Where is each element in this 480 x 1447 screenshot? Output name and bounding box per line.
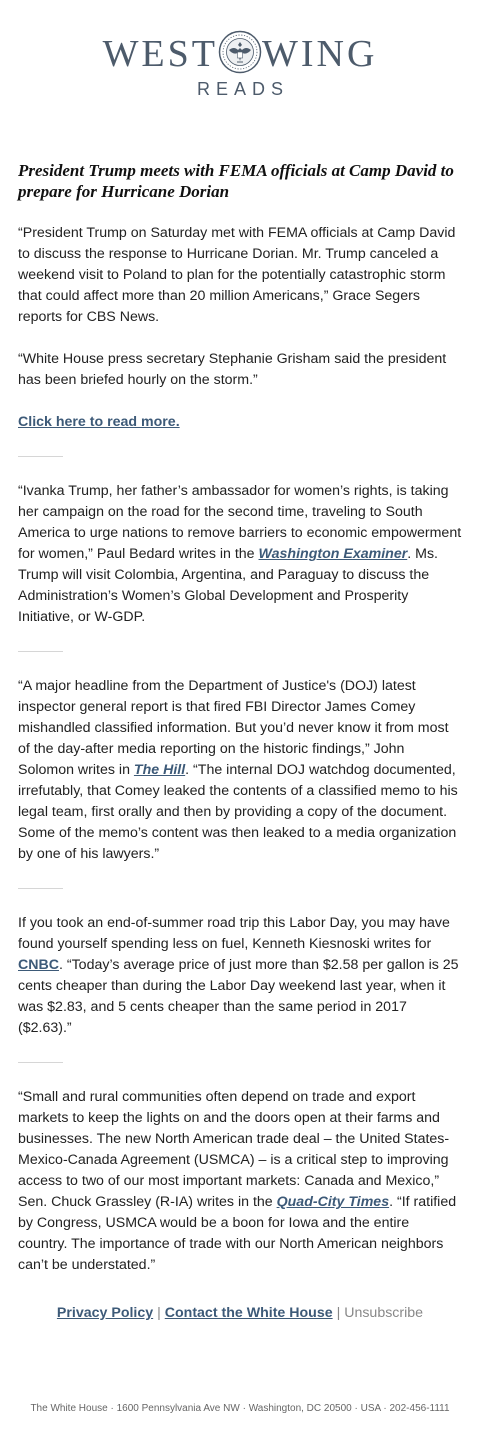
contact-white-house-link[interactable]: Contact the White House <box>164 1305 333 1321</box>
story-paragraph <box>18 1087 462 1276</box>
story-headline: President Trump meets with FEMA officials at Camp David to prepare for Hurricane Dorian <box>18 161 454 201</box>
story-paragraph <box>18 913 462 1039</box>
story-text: . “The internal DOJ watchdog documented, irrefutably, that Comey leaked the contents of a classified memo to his legal team, first orally and then by providing a copy of the document. Some of the memo’s content was then leaked to a media organization by one of his lawyers.” <box>18 762 458 862</box>
story-fema <box>18 160 462 433</box>
washington-examiner-link[interactable]: Washington Examiner <box>258 546 408 562</box>
story-paragraph <box>18 481 462 628</box>
story-text: “Ivanka Trump, her father’s ambassador for women’s rights, is taking her campaign on the road for the second time, traveling to South America to urge nations to remove barriers to economic empowerment for women,” Paul Bedard writes in the <box>18 483 462 562</box>
presidential-seal-icon <box>218 30 262 74</box>
footer-separator: | <box>332 1305 345 1321</box>
privacy-policy-link[interactable]: Privacy Policy <box>56 1305 154 1321</box>
story-paragraph: “White House press secretary Stephanie Grisham said the president has been briefed hourly on the storm.” <box>18 351 447 388</box>
masthead-word-west: WEST <box>102 33 218 75</box>
story-ivanka <box>18 481 462 628</box>
story-text: “Small and rural communities often depend on trade and export markets to keep the lights on and the doors open at their farms and businesses. The new North American trade deal – the United States-Mexico-Canada Agreement (USMCA) – is a critical step to improving access to two of our most important markets: Canada and Mexico,” Sen. Chuck Grassley (R-IA) writes in the <box>18 1089 450 1210</box>
story-paragraph <box>18 676 462 865</box>
newsletter-content <box>18 160 462 1276</box>
masthead-subtitle: READS <box>196 79 289 99</box>
story-text: If you took an end-of-summer road trip this Labor Day, you may have found yourself spending less on fuel, Kenneth Kiesnoski writes for <box>18 915 450 952</box>
story-fuel <box>18 913 462 1039</box>
unsubscribe-link[interactable]: Unsubscribe <box>344 1305 424 1321</box>
masthead-title <box>0 28 480 78</box>
footer-links <box>0 1304 480 1322</box>
footer-separator: | <box>153 1305 165 1321</box>
story-paragraph: “President Trump on Saturday met with FEMA officials at Camp David to discuss the response to Hurricane Dorian. Mr. Trump canceled a weekend visit to Poland to plan for the potentially catastrophic storm that could affect more than 20 million Americans,” Grace Segers reports for CBS News. <box>18 225 456 325</box>
story-usmca <box>18 1087 462 1276</box>
quad-city-times-link[interactable]: Quad-City Times <box>276 1194 390 1210</box>
read-more-paragraph <box>18 412 462 433</box>
footer-address: The White House · 1600 Pennsylvania Ave NW · Washington, DC 20500 · USA · 202-456-1111 <box>30 1403 450 1414</box>
masthead <box>0 28 480 100</box>
the-hill-link[interactable]: The Hill <box>133 762 186 778</box>
story-comey <box>18 676 462 865</box>
story-text: “A major headline from the Department of Justice's (DOJ) latest inspector general report is that fired FBI Director James Comey mishandled classified information. But you’d never know it from most of the day-after media reporting on the historic findings,” John Solomon writes in <box>18 678 449 778</box>
cnbc-link[interactable]: CNBC <box>18 957 59 973</box>
masthead-word-wing: WING <box>262 33 378 75</box>
story-text: . Ms. Trump will visit Colombia, Argentina, and Paraguay to discuss the Administration’s Women’s Global Development and Prosperity Initiative, or W-GDP. <box>18 546 438 625</box>
read-more-link[interactable]: Click here to read more. <box>18 414 180 430</box>
story-text: . “If ratified by Congress, USMCA would be a boon for Iowa and the entire country. The importance of trade with our North American neighbors can’t be understated.” <box>18 1194 457 1273</box>
story-text: . “Today’s average price of just more than $2.58 per gallon is 25 cents cheaper than during the Labor Day weekend last year, when it was $2.83, and 5 cents cheaper than the same period in 2017 ($2.63).” <box>18 957 459 1036</box>
